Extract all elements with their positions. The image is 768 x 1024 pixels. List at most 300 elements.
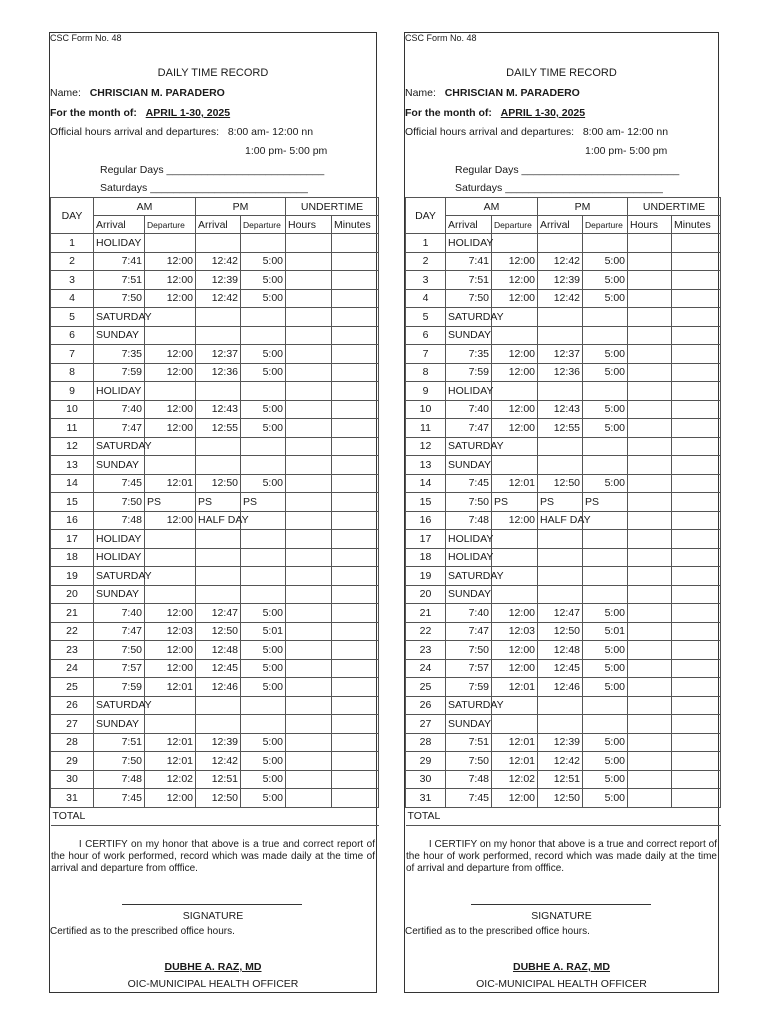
- day-cell: [51, 770, 94, 789]
- pm-departure-cell: [241, 289, 286, 308]
- pm-arrival-cell-value: 12:36: [211, 366, 238, 379]
- table-row: [51, 641, 379, 660]
- day-cell-value: 23: [419, 643, 432, 656]
- month-value: APRIL 1-30, 2025: [500, 107, 586, 119]
- am-arrival-cell-value: 7:47: [468, 625, 489, 638]
- pm-departure-cell: [583, 252, 628, 271]
- day-note-cell: [446, 696, 504, 715]
- pm-arrival-cell-value: 12:37: [553, 347, 580, 360]
- table-row: [406, 752, 721, 771]
- am-departure-cell-value: 12:00: [508, 606, 535, 619]
- pm-departure-cell: [241, 252, 286, 271]
- empty-cell: [241, 696, 286, 715]
- empty-cell: [241, 456, 286, 475]
- table-row: [51, 511, 379, 530]
- pm-header: PM: [538, 198, 628, 216]
- pm-arrival-cell: [196, 678, 241, 697]
- empty-cell: [196, 696, 241, 715]
- am-departure-cell-value: 12:00: [508, 255, 535, 268]
- table-row: [406, 530, 721, 549]
- pm-arrival-cell-value: 12:46: [553, 680, 580, 693]
- pm-departure-cell-value: 5:00: [604, 773, 625, 786]
- pm-arrival-cell-value: 12:39: [553, 736, 580, 749]
- am-arrival-cell: [94, 419, 145, 438]
- day-note-cell: [446, 530, 492, 549]
- pm-departure-cell: [241, 622, 286, 641]
- day-cell: [406, 271, 446, 290]
- empty-cell: [628, 308, 672, 327]
- undertime-hours-cell: [628, 363, 672, 382]
- day-cell: [406, 752, 446, 771]
- pm-departure-cell-value: 5:00: [604, 366, 625, 379]
- am-departure-cell: [145, 641, 196, 660]
- day-cell-value: 14: [66, 477, 78, 490]
- signature-line: [471, 904, 651, 905]
- day-note-cell: [446, 567, 504, 586]
- table-row: [51, 733, 379, 752]
- am-departure-cell: [492, 770, 538, 789]
- empty-cell: [538, 456, 583, 475]
- table-row: [406, 585, 721, 604]
- empty-cell: [492, 456, 538, 475]
- official-hours-label: Official hours arrival and departures:: [405, 126, 575, 138]
- day-cell-value: 13: [66, 458, 78, 471]
- day-note-cell: [94, 715, 145, 734]
- day-cell: [406, 530, 446, 549]
- undertime-hours-cell: [628, 789, 672, 808]
- pm-arrival-cell: [538, 363, 583, 382]
- table-row: [406, 493, 721, 512]
- undertime-hours-cell: [286, 289, 332, 308]
- day-cell: [51, 289, 94, 308]
- day-cell-value: 7: [422, 347, 429, 360]
- day-cell: [51, 363, 94, 382]
- undertime-minutes-cell: [332, 289, 379, 308]
- day-cell: [406, 289, 446, 308]
- am-departure-cell: [145, 345, 196, 364]
- undertime-hours-cell: [628, 659, 672, 678]
- am-departure-cell-value: 12:01: [508, 477, 535, 490]
- day-note-cell: [446, 585, 492, 604]
- undertime-hours-cell: [628, 271, 672, 290]
- day-cell-value: 9: [69, 384, 75, 397]
- table-row: [406, 474, 721, 493]
- pm-arrival-cell: [196, 271, 241, 290]
- day-cell: [406, 548, 446, 567]
- am-arrival-cell: [446, 493, 492, 512]
- empty-cell: [538, 585, 583, 604]
- empty-cell: [538, 548, 583, 567]
- pm-arrival-cell: [538, 474, 583, 493]
- total-label: TOTAL: [51, 807, 379, 826]
- month-label: For the month of:: [405, 107, 492, 119]
- pm-arrival-cell: [196, 289, 241, 308]
- day-cell: [51, 345, 94, 364]
- pm-arrival-cell: [196, 622, 241, 641]
- pm-departure-cell-value: 5:00: [604, 736, 625, 749]
- day-cell-value: 6: [422, 329, 429, 342]
- table-row: [406, 289, 721, 308]
- day-cell: [51, 585, 94, 604]
- name-line: [405, 87, 580, 99]
- day-cell-value: 25: [419, 680, 432, 693]
- am-departure-cell: [492, 363, 538, 382]
- signature-label: SIGNATURE: [182, 910, 244, 922]
- empty-cell: [492, 715, 538, 734]
- pm-arrival-cell: [538, 770, 583, 789]
- undertime-hours-cell: [286, 363, 332, 382]
- empty-cell: [628, 567, 672, 586]
- table-row: [51, 604, 379, 623]
- day-cell: [51, 456, 94, 475]
- empty-cell: [672, 696, 721, 715]
- empty-cell: [241, 567, 286, 586]
- am-arrival-cell-value: 7:50: [468, 495, 489, 508]
- pm-arrival-cell-value: 12:42: [553, 292, 580, 305]
- day-cell-value: 19: [419, 569, 432, 582]
- day-note-cell: [94, 696, 152, 715]
- day-cell: [51, 567, 94, 586]
- empty-cell: [332, 585, 379, 604]
- am-arrival-cell: [446, 789, 492, 808]
- pm-departure-cell-value: 5:00: [604, 255, 625, 268]
- table-row: [406, 659, 721, 678]
- am-arrival-cell-value: 7:48: [468, 773, 489, 786]
- day-cell-value: 29: [66, 754, 78, 767]
- pm-arrival-cell-value: 12:50: [553, 477, 580, 490]
- day-cell-value: 20: [419, 588, 432, 601]
- am-arrival-cell: [94, 789, 145, 808]
- empty-cell: [628, 530, 672, 549]
- pm-arrival-cell: [196, 400, 241, 419]
- pm-departure-cell: [241, 604, 286, 623]
- am-departure-cell: [492, 511, 538, 530]
- pm-arrival-cell: [538, 733, 583, 752]
- am-departure-cell: [492, 622, 538, 641]
- table-row: [51, 382, 379, 401]
- am-departure-cell: [145, 789, 196, 808]
- day-note-cell-value: SATURDAY: [96, 569, 152, 582]
- pm-arrival-cell-value: 12:42: [553, 754, 580, 767]
- pm-departure-cell: [241, 770, 286, 789]
- table-row: [51, 770, 379, 789]
- am-arrival-cell: [446, 752, 492, 771]
- table-row: [51, 271, 379, 290]
- pm-departure-cell: [241, 271, 286, 290]
- pm-arrival-cell-value: 12:42: [211, 292, 238, 305]
- day-cell-value: 10: [66, 403, 78, 416]
- empty-cell: [628, 382, 672, 401]
- pm-departure-header: Departure: [241, 216, 286, 234]
- pm-arrival-cell: [538, 271, 583, 290]
- day-note-cell: [446, 456, 492, 475]
- day-cell-value: 12: [66, 440, 78, 453]
- day-note-cell-value: HOLIDAY: [448, 236, 494, 249]
- pm-arrival-cell-value: 12:42: [211, 754, 238, 767]
- name-line: [50, 87, 225, 99]
- empty-cell: [196, 308, 241, 327]
- pm-arrival-cell: [538, 622, 583, 641]
- empty-cell: [628, 548, 672, 567]
- undertime-hours-header: Hours: [286, 216, 332, 234]
- day-note-cell: [446, 437, 504, 456]
- table-row: [51, 289, 379, 308]
- am-arrival-cell-value: 7:50: [468, 643, 489, 656]
- day-cell-value: 21: [419, 606, 432, 619]
- am-arrival-cell-value: 7:45: [468, 477, 489, 490]
- form-title: DAILY TIME RECORD: [157, 67, 269, 79]
- day-cell: [51, 622, 94, 641]
- day-cell-value: 20: [66, 588, 78, 601]
- undertime-minutes-cell: [672, 752, 721, 771]
- empty-cell: [286, 567, 332, 586]
- day-cell-value: 15: [419, 495, 432, 508]
- officer-position: OIC-MUNICIPAL HEALTH OFFICER: [476, 978, 647, 990]
- day-cell-value: 23: [66, 643, 78, 656]
- am-arrival-cell: [94, 345, 145, 364]
- table-row: [51, 678, 379, 697]
- am-departure-cell-value: 12:00: [166, 606, 193, 619]
- table-row: [51, 456, 379, 475]
- dtr-form-right: [404, 32, 719, 993]
- pm-departure-cell-value: 5:01: [604, 625, 625, 638]
- am-arrival-cell-value: 7:51: [121, 736, 142, 749]
- undertime-hours-cell: [628, 400, 672, 419]
- pm-departure-cell: [583, 493, 628, 512]
- table-row: [406, 641, 721, 660]
- empty-cell: [241, 437, 286, 456]
- undertime-minutes-cell: [672, 363, 721, 382]
- table-row: [406, 252, 721, 271]
- pm-arrival-cell: [196, 659, 241, 678]
- empty-cell: [628, 234, 672, 253]
- am-arrival-cell: [446, 271, 492, 290]
- pm-departure-cell: [241, 474, 286, 493]
- official-hours-am: 8:00 am- 12:00 nn: [227, 126, 314, 138]
- am-departure-cell: [492, 752, 538, 771]
- empty-cell: [492, 585, 538, 604]
- table-row: [51, 752, 379, 771]
- empty-cell: [286, 530, 332, 549]
- am-arrival-cell-value: 7:59: [121, 680, 142, 693]
- day-cell: [51, 308, 94, 327]
- day-note-cell-value: SUNDAY: [448, 588, 491, 601]
- pm-departure-cell-value: 5:00: [262, 791, 283, 804]
- day-cell-value: 4: [69, 292, 75, 305]
- day-cell-value: 30: [419, 773, 432, 786]
- am-arrival-cell-value: 7:47: [121, 421, 142, 434]
- am-header: AM: [94, 198, 196, 216]
- am-arrival-cell: [446, 641, 492, 660]
- table-row: [406, 234, 721, 253]
- am-departure-header: Departure: [492, 216, 538, 234]
- empty-cell: [196, 326, 241, 345]
- pm-arrival-cell-value: 12:50: [211, 477, 238, 490]
- day-cell: [406, 252, 446, 271]
- month-line: [50, 107, 230, 119]
- table-row: [406, 308, 721, 327]
- undertime-minutes-cell: [332, 752, 379, 771]
- day-note-cell: [446, 308, 504, 327]
- empty-cell: [672, 456, 721, 475]
- certification-body: I CERTIFY on my honor that above is a true and correct report of the hour of work performed, record which was made daily at the time of arrival and departure from offfice.: [51, 839, 375, 874]
- empty-cell: [492, 548, 538, 567]
- officer-name: DUBHE A. RAZ, MD: [512, 961, 611, 973]
- empty-cell: [672, 715, 721, 734]
- empty-cell: [332, 696, 379, 715]
- undertime-minutes-cell: [672, 770, 721, 789]
- pm-arrival-cell-value: 12:50: [211, 625, 238, 638]
- day-note-cell: [446, 326, 492, 345]
- undertime-hours-cell: [286, 678, 332, 697]
- am-arrival-cell-value: 7:45: [468, 791, 489, 804]
- table-row: [406, 400, 721, 419]
- am-arrival-cell: [446, 363, 492, 382]
- pm-arrival-cell-value: 12:50: [211, 791, 238, 804]
- pm-arrival-cell-value: 12:47: [553, 606, 580, 619]
- day-note-cell-value: SUNDAY: [96, 329, 139, 342]
- empty-cell: [241, 382, 286, 401]
- empty-cell: [286, 696, 332, 715]
- pm-departure-cell: [583, 641, 628, 660]
- day-cell: [406, 234, 446, 253]
- table-row: [406, 789, 721, 808]
- day-cell-value: 16: [66, 514, 78, 527]
- undertime-minutes-cell: [332, 400, 379, 419]
- pm-departure-cell: [241, 419, 286, 438]
- day-cell-value: 30: [66, 773, 78, 786]
- table-row: [51, 437, 379, 456]
- day-cell: [51, 548, 94, 567]
- pm-departure-cell: [583, 659, 628, 678]
- pm-departure-cell: [241, 363, 286, 382]
- dtr-form-left: [49, 32, 377, 993]
- am-arrival-cell: [94, 752, 145, 771]
- am-departure-cell: [492, 345, 538, 364]
- undertime-minutes-cell: [332, 641, 379, 660]
- empty-cell: [145, 382, 196, 401]
- pm-arrival-cell-value: 12:37: [211, 347, 238, 360]
- pm-departure-cell-value: 5:00: [604, 347, 625, 360]
- day-note-cell: [446, 234, 492, 253]
- table-row: [51, 493, 379, 512]
- pm-departure-cell-value: 5:00: [262, 477, 283, 490]
- day-note-cell: [446, 548, 492, 567]
- pm-departure-cell-value: 5:00: [262, 754, 283, 767]
- day-note-cell-value: HOLIDAY: [448, 532, 494, 545]
- day-note-cell-value: SUNDAY: [96, 717, 139, 730]
- empty-cell: [332, 382, 379, 401]
- day-cell: [51, 696, 94, 715]
- am-departure-cell: [145, 622, 196, 641]
- empty-cell: [286, 715, 332, 734]
- empty-cell: [196, 585, 241, 604]
- table-row: [406, 511, 721, 530]
- undertime-hours-cell: [286, 511, 332, 530]
- table-row: [51, 363, 379, 382]
- empty-cell: [538, 437, 583, 456]
- day-note-cell: [94, 437, 152, 456]
- pm-arrival-cell: [538, 252, 583, 271]
- am-departure-cell-value: PS: [494, 495, 509, 508]
- pm-departure-cell-value: 5:00: [604, 421, 625, 434]
- pm-arrival-cell: [196, 345, 241, 364]
- empty-cell: [672, 326, 721, 345]
- undertime-minutes-cell: [332, 733, 379, 752]
- day-cell: [51, 789, 94, 808]
- day-header: DAY: [51, 198, 94, 234]
- empty-cell: [196, 548, 241, 567]
- pm-departure-cell-value: 5:00: [262, 366, 283, 379]
- am-departure-cell-value: 12:00: [508, 643, 535, 656]
- regular-days-line: Regular Days ___________________________: [100, 164, 325, 176]
- am-arrival-cell-value: 7:57: [468, 662, 489, 675]
- pm-departure-cell-value: 5:00: [604, 643, 625, 656]
- day-cell: [51, 271, 94, 290]
- day-cell: [406, 659, 446, 678]
- am-departure-cell-value: 12:01: [166, 736, 193, 749]
- am-departure-cell: [492, 789, 538, 808]
- pm-departure-cell-value: 5:00: [262, 662, 283, 675]
- am-arrival-cell-value: 7:40: [121, 403, 142, 416]
- am-departure-cell-value: 12:01: [508, 680, 535, 693]
- pm-departure-cell: [241, 345, 286, 364]
- am-departure-cell: [145, 400, 196, 419]
- undertime-minutes-cell: [672, 678, 721, 697]
- am-arrival-cell-value: 7:35: [121, 347, 142, 360]
- pm-arrival-cell: [538, 289, 583, 308]
- day-cell-value: 7: [69, 347, 75, 360]
- empty-cell: [538, 696, 583, 715]
- pm-arrival-cell: [538, 493, 583, 512]
- undertime-hours-cell: [286, 474, 332, 493]
- empty-cell: [583, 308, 628, 327]
- am-arrival-cell: [94, 474, 145, 493]
- undertime-hours-cell: [286, 622, 332, 641]
- am-arrival-cell-value: 7:50: [121, 754, 142, 767]
- day-note-cell-value: HOLIDAY: [96, 384, 142, 397]
- am-departure-header: Departure: [145, 216, 196, 234]
- pm-arrival-cell: [538, 419, 583, 438]
- empty-cell: [241, 548, 286, 567]
- pm-departure-cell-value: 5:00: [604, 292, 625, 305]
- day-cell-value: 25: [66, 680, 78, 693]
- pm-note-cell-value: HALF DAY: [198, 514, 249, 527]
- am-arrival-cell: [446, 511, 492, 530]
- am-arrival-cell-value: 7:50: [121, 643, 142, 656]
- day-cell-value: 11: [420, 421, 431, 434]
- undertime-hours-cell: [628, 604, 672, 623]
- pm-arrival-cell: [196, 474, 241, 493]
- empty-cell: [583, 326, 628, 345]
- undertime-minutes-cell: [672, 493, 721, 512]
- empty-cell: [628, 326, 672, 345]
- official-hours-line: [405, 126, 668, 138]
- pm-departure-cell: [583, 678, 628, 697]
- am-departure-cell: [145, 659, 196, 678]
- day-cell-value: 2: [69, 255, 75, 268]
- day-cell: [51, 474, 94, 493]
- day-cell-value: 17: [66, 532, 78, 545]
- am-departure-cell: [492, 641, 538, 660]
- pm-departure-cell: [583, 271, 628, 290]
- day-cell: [406, 511, 446, 530]
- empty-cell: [241, 530, 286, 549]
- pm-departure-cell-value: 5:00: [262, 347, 283, 360]
- undertime-minutes-cell: [332, 770, 379, 789]
- officer-position: OIC-MUNICIPAL HEALTH OFFICER: [127, 978, 299, 990]
- day-cell-value: 27: [66, 717, 78, 730]
